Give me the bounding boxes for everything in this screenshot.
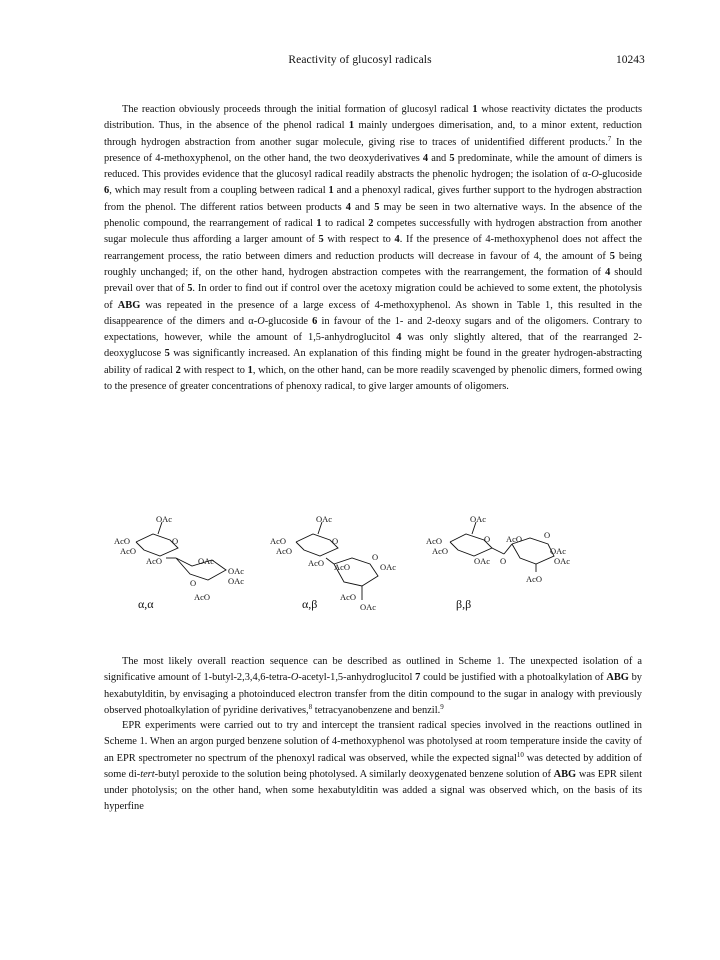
text: -acetyl-1,5-anhydroglucitol [298,672,416,684]
text: -glucoside [598,169,642,181]
aco-label: AcO [526,574,543,584]
bond [504,544,512,554]
text: predominate, while the amount of dimers is reduced. This provides evidence that the glucosyl radical readily abstracts the phenolic hydrogen; the isolation of [104,152,643,181]
bond [492,548,504,554]
greek-prefix: α- [582,169,592,181]
compound-ref: 4 [396,332,402,344]
oac-label: OAc [316,514,333,524]
oac-label: OAc [360,602,377,612]
citation-ref: 8 [308,702,313,711]
compound-ref: 1 [472,104,478,115]
text: EPR experiments were carried out to try and intercept the transient radical species involved in the reactions outlined in Scheme 1. When an argon purged benzene solution of 4-methoxyphenol was photolysed at room temperature inside the cavity of an EPR spectrometer no spectrum of the phenoxyl radical was observed, while the expected signal [104,720,642,764]
aco-label: AcO [426,536,443,546]
text: mainly undergoes dimerisation, and, to a minor extent, reduction through hydrogen abstraction from another sugar molecule, giving rise to traces of unidentified different products. [104,120,642,148]
text: In the presence of 4-methoxyphenol, on the other hand, the two deoxyderivatives [104,136,642,164]
text: was significantly increased. An explanation of this finding might be found in the greater hydrogen-abstracting ability of radical [104,348,643,376]
compound-ref: 1 [348,120,355,132]
compound-ref: 4 [394,234,400,246]
text: , which may result from a coupling between radical [109,185,329,197]
paragraph-reaction-discussion [104,102,642,395]
compound-ref: 1 [328,185,334,197]
citation-ref: 7 [607,134,612,143]
structure-beta-beta [426,514,570,611]
text: and [350,201,375,213]
text: by hexabutylditin, by envisaging a photoinduced electron transfer from the ditin compound to the sugar in analogy with previously observed photoalkylation of pyridine derivatives, [104,672,642,716]
compound-ref: 5 [609,250,615,262]
compound-ref: 5 [318,234,324,246]
aco-label: AcO [506,534,523,544]
compound-ref: 4 [422,152,429,164]
italic-text: O [257,315,265,327]
text: -butyl peroxide to the solution being photolysed. A similarly deoxygenated benzene solution of [154,768,554,780]
aco-label: AcO [432,546,449,556]
compound-ref: 1 [247,364,253,376]
ring-oxygen-label: O [500,556,507,566]
italic-text: O [290,672,299,684]
ring-oxygen-label: O [544,530,551,540]
compound-ref: 6 [104,185,110,197]
structure-alpha-beta [270,514,396,612]
text: was only slightly altered, that of the rearranged 2-deoxyglucose [104,332,642,360]
aco-label: AcO [146,556,163,566]
compound-ref: 2 [175,364,181,376]
aco-label: AcO [114,536,131,546]
structure-alpha-alpha [114,514,244,611]
text: was EPR silent under photolysis; on the other hand, when some hexabutylditin was added a signal was observed which, on the basis of its hyperfine [104,768,642,813]
compound-ref: ABG [117,299,141,311]
text: and a phenoxyl radical, gives further support to the hydrogen abstraction from the phenol. The different ratios between products [104,185,643,213]
ring-oxygen-label: O [172,536,179,546]
ring-oxygen-label: O [190,578,197,588]
oac-label: OAc [228,576,245,586]
aco-label: AcO [194,592,211,602]
oac-label: OAc [228,566,245,576]
paragraph-reaction-sequence [104,654,642,719]
caption-alpha-alpha: α,α [138,597,154,611]
ring-oxygen-label: O [484,534,491,544]
compound-ref: 7 [415,672,421,684]
compound-ref: 5 [374,201,380,213]
text: in favour of the 1- and 2-deoxy sugars and of the oligomers. Contrary to expectations, however, while the amount of 1,5-anhydroglucitol [104,315,642,344]
compound-ref: ABG [553,768,577,780]
ring-oxygen-label: O [372,552,379,562]
italic-text: tert [140,768,155,780]
text: being roughly unchanged; if, on the other hand, hydrogen abstraction competes with the rearrangement, the formation of [104,250,642,278]
compound-ref: 4 [605,266,611,278]
compound-ref: 1 [316,218,322,230]
ring-oxygen-label: O [332,536,339,546]
oac-label: OAc [198,556,215,566]
text: may be seen in two alternative ways. In the absence of the phenolic compound, the rearrangement of radical [104,201,642,230]
oac-label: OAc [474,556,491,566]
aco-label: AcO [270,536,287,546]
oac-label: OAc [380,562,397,572]
compound-ref: 5 [164,348,170,360]
text: The reaction obviously proceeds through the initial formation of glucosyl radical [122,104,473,115]
aco-label: AcO [308,558,325,568]
text: should prevail over that of [104,266,643,295]
compound-ref: ABG [606,672,629,684]
compound-ref: 6 [312,315,318,327]
text: The most likely overall reaction sequence can be described as outlined in Scheme 1. The unexpected isolation of a significative amount of 1-butyl-2,3,4,6-tetra- [104,656,642,684]
oac-label: OAc [470,514,487,524]
citation-ref: 10 [516,750,524,759]
bond [326,558,334,564]
header-title: Reactivity of glucosyl radicals [288,54,432,66]
greek-prefix: α- [248,315,258,327]
text: . In order to find out if control over the acetoxy migration could be achieved to some extent, the photolysis of [104,283,642,311]
compound-ref: 2 [368,218,374,230]
text: could be justified with a photoalkylation of [420,672,607,684]
text: with respect to [180,364,248,376]
dimer-structures-svg [108,514,628,626]
aco-label: AcO [120,546,137,556]
compound-ref: 4 [345,201,351,213]
compound-ref: 5 [187,283,193,295]
caption-alpha-beta: α,β [302,597,318,611]
oac-label: OAc [554,556,571,566]
aco-label: AcO [334,562,351,572]
citation-ref: 9 [440,702,444,711]
dimer-structures-figure [108,514,628,626]
text: with respect to [323,234,395,246]
text: , which, on the other hand, can be more readily scavenged by phenolic dimers, formed owing to the presence of greater concentrations of phenoxy radical, to give larger amounts of oligomers. [104,364,642,393]
page-number: 10243 [616,54,645,66]
paragraph-epr-experiments [104,718,642,816]
compound-ref: 5 [449,152,455,164]
text: tetracyanobenzene and benzil. [312,704,441,716]
aco-label: AcO [340,592,357,602]
text: was detected by addition of some di- [104,752,643,780]
text: . If the presence of 4-methoxyphenol does not affect the rearrangement process, the ratio between dimers and reduction products will decrease in favour of 4, the amount of [104,234,642,262]
aco-label: AcO [276,546,293,556]
text: competes successfully with hydrogen abstraction from another sugar molecule thus affording a larger amount of [104,218,643,246]
oac-label: OAc [156,514,173,524]
text: and [428,152,450,164]
text: whose reactivity dictates the products distribution. Thus, in the absence of the phenol radical [104,104,642,132]
text: -glucoside [264,315,313,327]
text: to radical [321,218,369,230]
text: was repeated in the presence of a large excess of 4-methoxyphenol. As shown in Table 1, this resulted in the disappearence of the dimers and [104,299,642,327]
oac-label: OAc [550,546,567,556]
caption-beta-beta: β,β [456,597,472,611]
italic-text: O [591,169,599,181]
